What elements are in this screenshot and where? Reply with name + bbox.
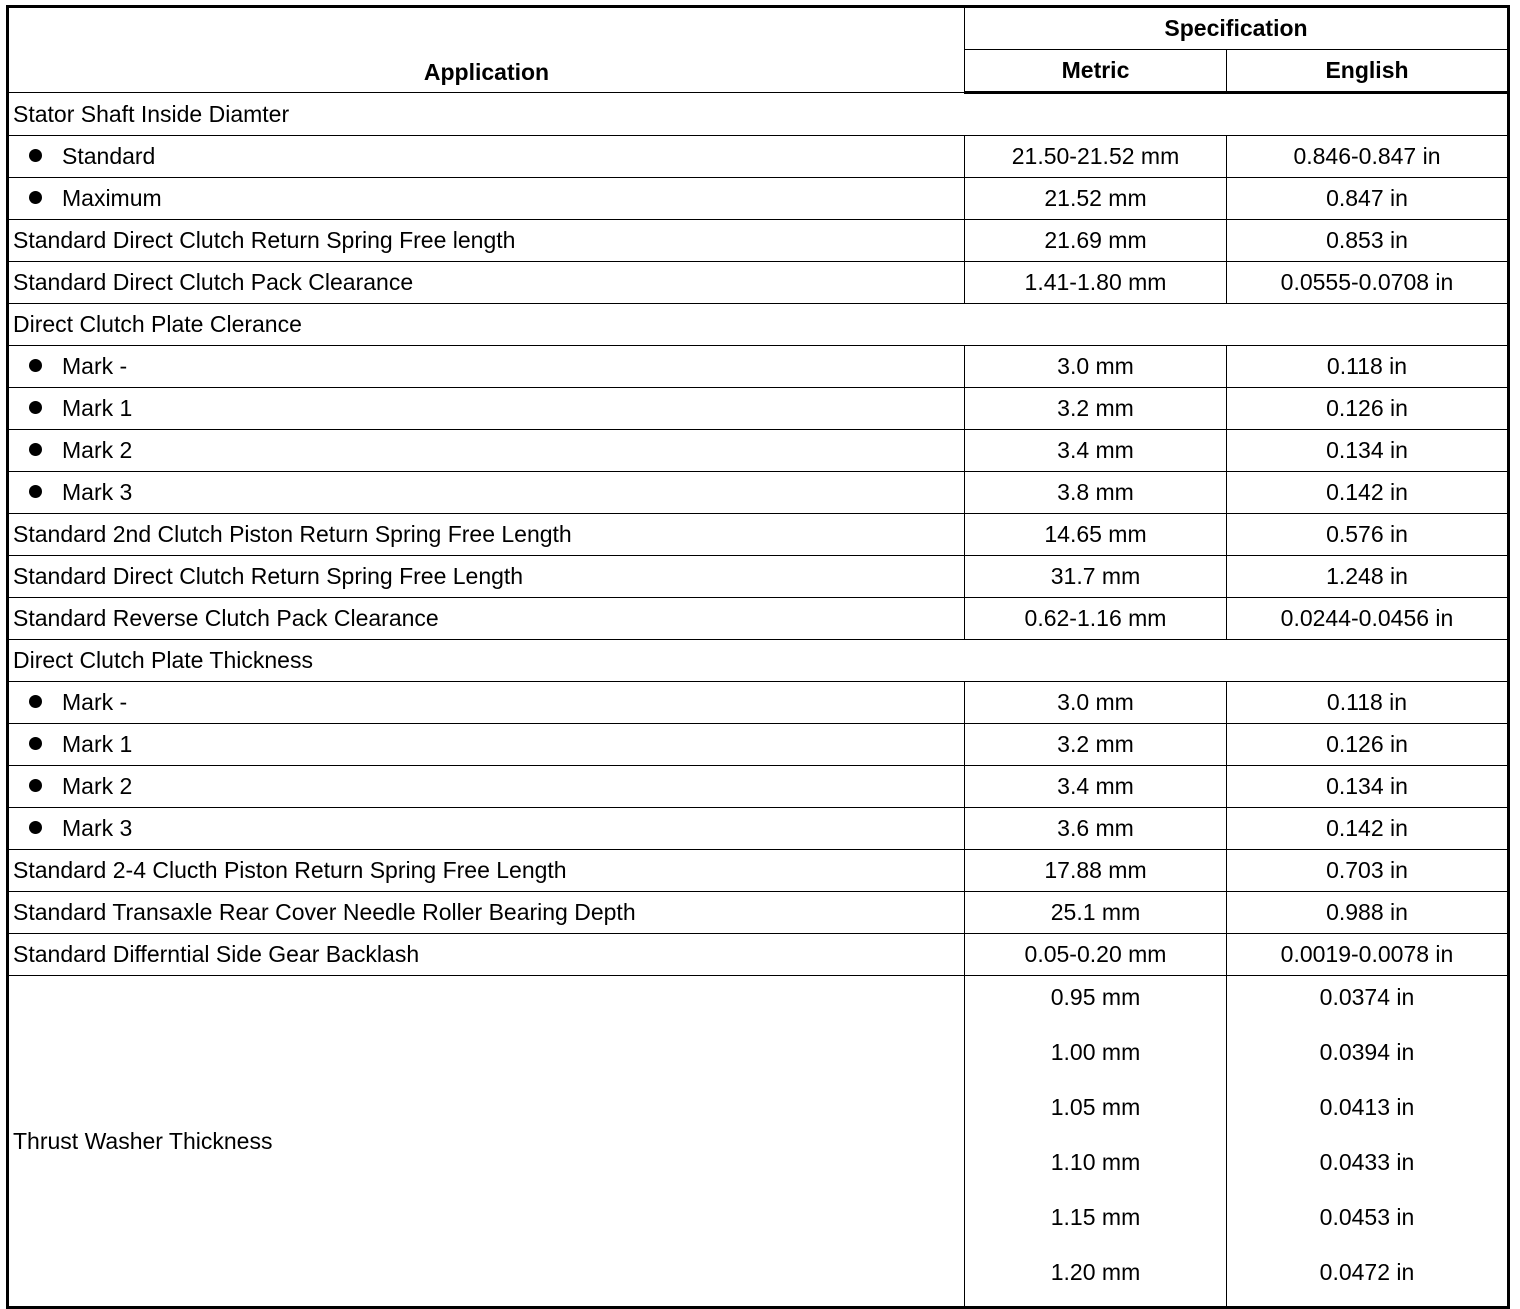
table-row xyxy=(8,892,1509,934)
application-cell xyxy=(8,178,965,220)
metric-value: 21.69 mm xyxy=(965,220,1227,262)
english-value: 0.853 in xyxy=(1227,220,1509,262)
metric-value: 0.95 mm xyxy=(1050,984,1141,1010)
bullet-icon xyxy=(29,149,42,162)
metric-value: 1.20 mm xyxy=(1050,1259,1141,1285)
table-row xyxy=(8,514,1509,556)
application-header xyxy=(8,7,965,93)
section-title: Direct Clutch Plate Thickness xyxy=(8,640,1509,682)
english-value: 0.988 in xyxy=(1227,892,1509,934)
application-cell xyxy=(8,808,965,850)
thrust-washer-row xyxy=(8,976,1509,1308)
application-cell xyxy=(8,388,965,430)
english-value: 0.126 in xyxy=(1227,388,1509,430)
english-value: 0.0019-0.0078 in xyxy=(1227,934,1509,976)
application-label: Maximum xyxy=(62,185,162,211)
english-value: 0.576 in xyxy=(1227,514,1509,556)
application-cell xyxy=(8,430,965,472)
table-row xyxy=(8,766,1509,808)
english-value: 0.0555-0.0708 in xyxy=(1227,262,1509,304)
application-cell xyxy=(8,346,965,388)
table-row xyxy=(8,808,1509,850)
specification-header: Specification xyxy=(965,7,1509,50)
metric-value: 25.1 mm xyxy=(965,892,1227,934)
table-row xyxy=(8,262,1509,304)
table-row xyxy=(8,472,1509,514)
application-label: Mark 2 xyxy=(62,437,133,463)
metric-value: 1.41-1.80 mm xyxy=(965,262,1227,304)
metric-value: 1.00 mm xyxy=(1050,1039,1141,1065)
application-label: Mark 3 xyxy=(62,815,133,841)
application-cell: Standard Direct Clutch Pack Clearance xyxy=(8,262,965,304)
table-header xyxy=(8,7,1509,93)
application-label: Mark - xyxy=(62,689,128,715)
english-value: 0.134 in xyxy=(1227,766,1509,808)
metric-value: 14.65 mm xyxy=(965,514,1227,556)
table-row xyxy=(8,346,1509,388)
bullet-icon xyxy=(29,401,42,414)
section-title: Direct Clutch Plate Clerance xyxy=(8,304,1509,346)
application-cell: Standard Transaxle Rear Cover Needle Roller Bearing Depth xyxy=(8,892,965,934)
metric-value: 3.2 mm xyxy=(965,388,1227,430)
application-cell: Standard 2-4 Clucth Piston Return Spring Free Length xyxy=(8,850,965,892)
english-value: 0.142 in xyxy=(1227,808,1509,850)
application-label: Mark 1 xyxy=(62,395,133,421)
bullet-icon xyxy=(29,779,42,792)
section-row xyxy=(8,304,1509,346)
english-value: 0.703 in xyxy=(1227,850,1509,892)
table-row xyxy=(8,598,1509,640)
metric-value: 1.10 mm xyxy=(1050,1149,1141,1175)
english-value: 0.126 in xyxy=(1227,724,1509,766)
english-value: 0.0394 in xyxy=(1319,1039,1415,1065)
bullet-icon xyxy=(29,443,42,456)
metric-header: Metric xyxy=(965,50,1227,93)
metric-value: 3.2 mm xyxy=(965,724,1227,766)
metric-value: 1.15 mm xyxy=(1050,1204,1141,1230)
metric-value: 0.05-0.20 mm xyxy=(965,934,1227,976)
bullet-icon xyxy=(29,485,42,498)
table-row xyxy=(8,220,1509,262)
metric-value: 3.4 mm xyxy=(965,430,1227,472)
specification-table xyxy=(6,5,1510,1309)
application-cell xyxy=(8,472,965,514)
english-value: 0.0244-0.0456 in xyxy=(1227,598,1509,640)
bullet-icon xyxy=(29,191,42,204)
english-header: English xyxy=(1227,50,1509,93)
metric-value-list xyxy=(965,976,1227,1308)
english-value: 0.118 in xyxy=(1227,346,1509,388)
english-value-list xyxy=(1227,976,1509,1308)
metric-value: 3.6 mm xyxy=(965,808,1227,850)
english-value: 0.134 in xyxy=(1227,430,1509,472)
application-cell xyxy=(8,136,965,178)
english-value: 0.0453 in xyxy=(1319,1204,1415,1230)
table-row xyxy=(8,682,1509,724)
english-value: 0.0413 in xyxy=(1319,1094,1415,1120)
application-cell xyxy=(8,682,965,724)
bullet-icon xyxy=(29,695,42,708)
section-title: Stator Shaft Inside Diamter xyxy=(8,93,1509,136)
table-row xyxy=(8,136,1509,178)
section-row xyxy=(8,93,1509,136)
english-value: 0.846-0.847 in xyxy=(1227,136,1509,178)
application-cell: Standard Reverse Clutch Pack Clearance xyxy=(8,598,965,640)
english-value: 0.142 in xyxy=(1227,472,1509,514)
metric-value: 3.4 mm xyxy=(965,766,1227,808)
application-cell: Standard Direct Clutch Return Spring Free Length xyxy=(8,556,965,598)
metric-value: 21.52 mm xyxy=(965,178,1227,220)
metric-value: 21.50-21.52 mm xyxy=(965,136,1227,178)
english-value: 0.0472 in xyxy=(1319,1259,1415,1285)
application-cell: Standard 2nd Clutch Piston Return Spring Free Length xyxy=(8,514,965,556)
table-row xyxy=(8,934,1509,976)
application-label: Mark 2 xyxy=(62,773,133,799)
english-value: 0.118 in xyxy=(1227,682,1509,724)
bullet-icon xyxy=(29,821,42,834)
metric-value: 17.88 mm xyxy=(965,850,1227,892)
english-value: 1.248 in xyxy=(1227,556,1509,598)
application-cell: Standard Direct Clutch Return Spring Free length xyxy=(8,220,965,262)
bullet-icon xyxy=(29,359,42,372)
english-value: 0.0374 in xyxy=(1319,984,1415,1010)
metric-value: 31.7 mm xyxy=(965,556,1227,598)
metric-value: 3.0 mm xyxy=(965,682,1227,724)
table-row xyxy=(8,430,1509,472)
application-cell: Thrust Washer Thickness xyxy=(8,976,965,1308)
application-label: Standard xyxy=(62,143,156,169)
metric-value: 3.8 mm xyxy=(965,472,1227,514)
application-header-label: Application xyxy=(423,59,550,85)
application-cell: Standard Differntial Side Gear Backlash xyxy=(8,934,965,976)
application-cell xyxy=(8,766,965,808)
bullet-icon xyxy=(29,737,42,750)
english-value: 0.0433 in xyxy=(1319,1149,1415,1175)
metric-value: 0.62-1.16 mm xyxy=(965,598,1227,640)
table-row xyxy=(8,388,1509,430)
application-cell xyxy=(8,724,965,766)
english-value: 0.847 in xyxy=(1227,178,1509,220)
table-row xyxy=(8,178,1509,220)
table-row xyxy=(8,556,1509,598)
table-row xyxy=(8,724,1509,766)
application-label: Mark 3 xyxy=(62,479,133,505)
application-label: Mark 1 xyxy=(62,731,133,757)
table-body xyxy=(8,93,1509,1308)
metric-value: 3.0 mm xyxy=(965,346,1227,388)
application-label: Mark - xyxy=(62,353,128,379)
table-row xyxy=(8,850,1509,892)
metric-value: 1.05 mm xyxy=(1050,1094,1141,1120)
section-row xyxy=(8,640,1509,682)
